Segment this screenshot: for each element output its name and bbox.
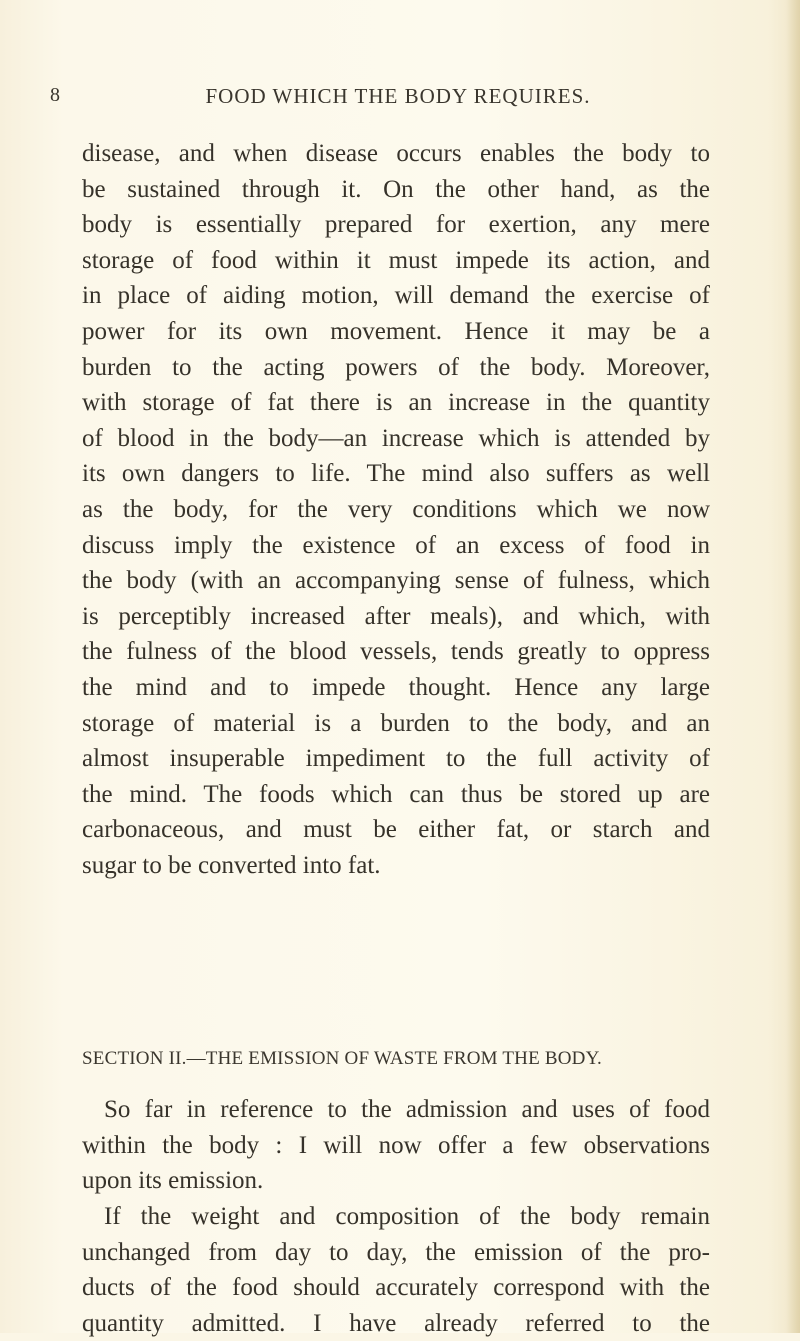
- text-line: with storage of fat there is an increase in the quantity: [82, 389, 710, 417]
- text-line: almost insuperable impediment to the full activity of: [82, 745, 710, 773]
- text-line: the mind. The foods which can thus be stored up are: [82, 780, 710, 808]
- text-line: its own dangers to life. The mind also suffers as well: [82, 460, 710, 488]
- text-line: power for its own movement. Hence it may be a: [82, 317, 710, 345]
- text-line: carbonaceous, and must be either fat, or starch and: [82, 816, 710, 844]
- running-title: FOOD WHICH THE BODY REQUIRES.: [205, 84, 591, 108]
- paragraph-2: [82, 1092, 710, 1199]
- text-line: the fulness of the blood vessels, tends greatly to oppress: [82, 638, 710, 666]
- section-heading: SECTION II.—THE EMISSION OF WASTE FROM THE BODY.: [82, 1048, 602, 1069]
- text-line: sugar to be converted into fat.: [82, 851, 381, 879]
- text-line: body is essentially prepared for exertion, any mere: [82, 211, 710, 239]
- text-line: upon its emission.: [82, 1167, 264, 1195]
- text-line: If the weight and composition of the body remain: [104, 1203, 710, 1230]
- text-line: unchanged from day to day, the emission of the pro-: [82, 1238, 710, 1266]
- text-line: of blood in the body—an increase which is attended by: [82, 424, 710, 452]
- text-line: storage of food within it must impede its action, and: [82, 246, 710, 274]
- text-line: quantity admitted. I have already referred to the: [82, 1309, 710, 1337]
- text-line: ducts of the food should accurately correspond with the: [82, 1274, 710, 1302]
- text-line: disease, and when disease occurs enables the body to: [82, 140, 710, 167]
- text-line: is perceptibly increased after meals), and which, with: [82, 602, 710, 630]
- page-edge-shadow: [786, 0, 800, 1333]
- text-line: storage of material is a burden to the body, and an: [82, 709, 710, 737]
- paragraph-3: [82, 1199, 710, 1341]
- paragraph-1: [82, 136, 710, 883]
- text-line: within the body : I will now offer a few observations: [82, 1131, 710, 1159]
- text-line: burden to the acting powers of the body. Moreover,: [82, 353, 710, 381]
- text-line: be sustained through it. On the other hand, as the: [82, 175, 710, 203]
- text-line: the body (with an accompanying sense of fulness, which: [82, 567, 710, 595]
- text-line: the mind and to impede thought. Hence any large: [82, 673, 710, 701]
- text-line: So far in reference to the admission and uses of food: [104, 1096, 710, 1123]
- text-line: as the body, for the very conditions which we now: [82, 495, 710, 523]
- text-line: in place of aiding motion, will demand the exercise of: [82, 282, 710, 310]
- running-header: [48, 84, 748, 112]
- text-line: discuss imply the existence of an excess of food in: [82, 531, 710, 559]
- page-number: 8: [50, 84, 60, 106]
